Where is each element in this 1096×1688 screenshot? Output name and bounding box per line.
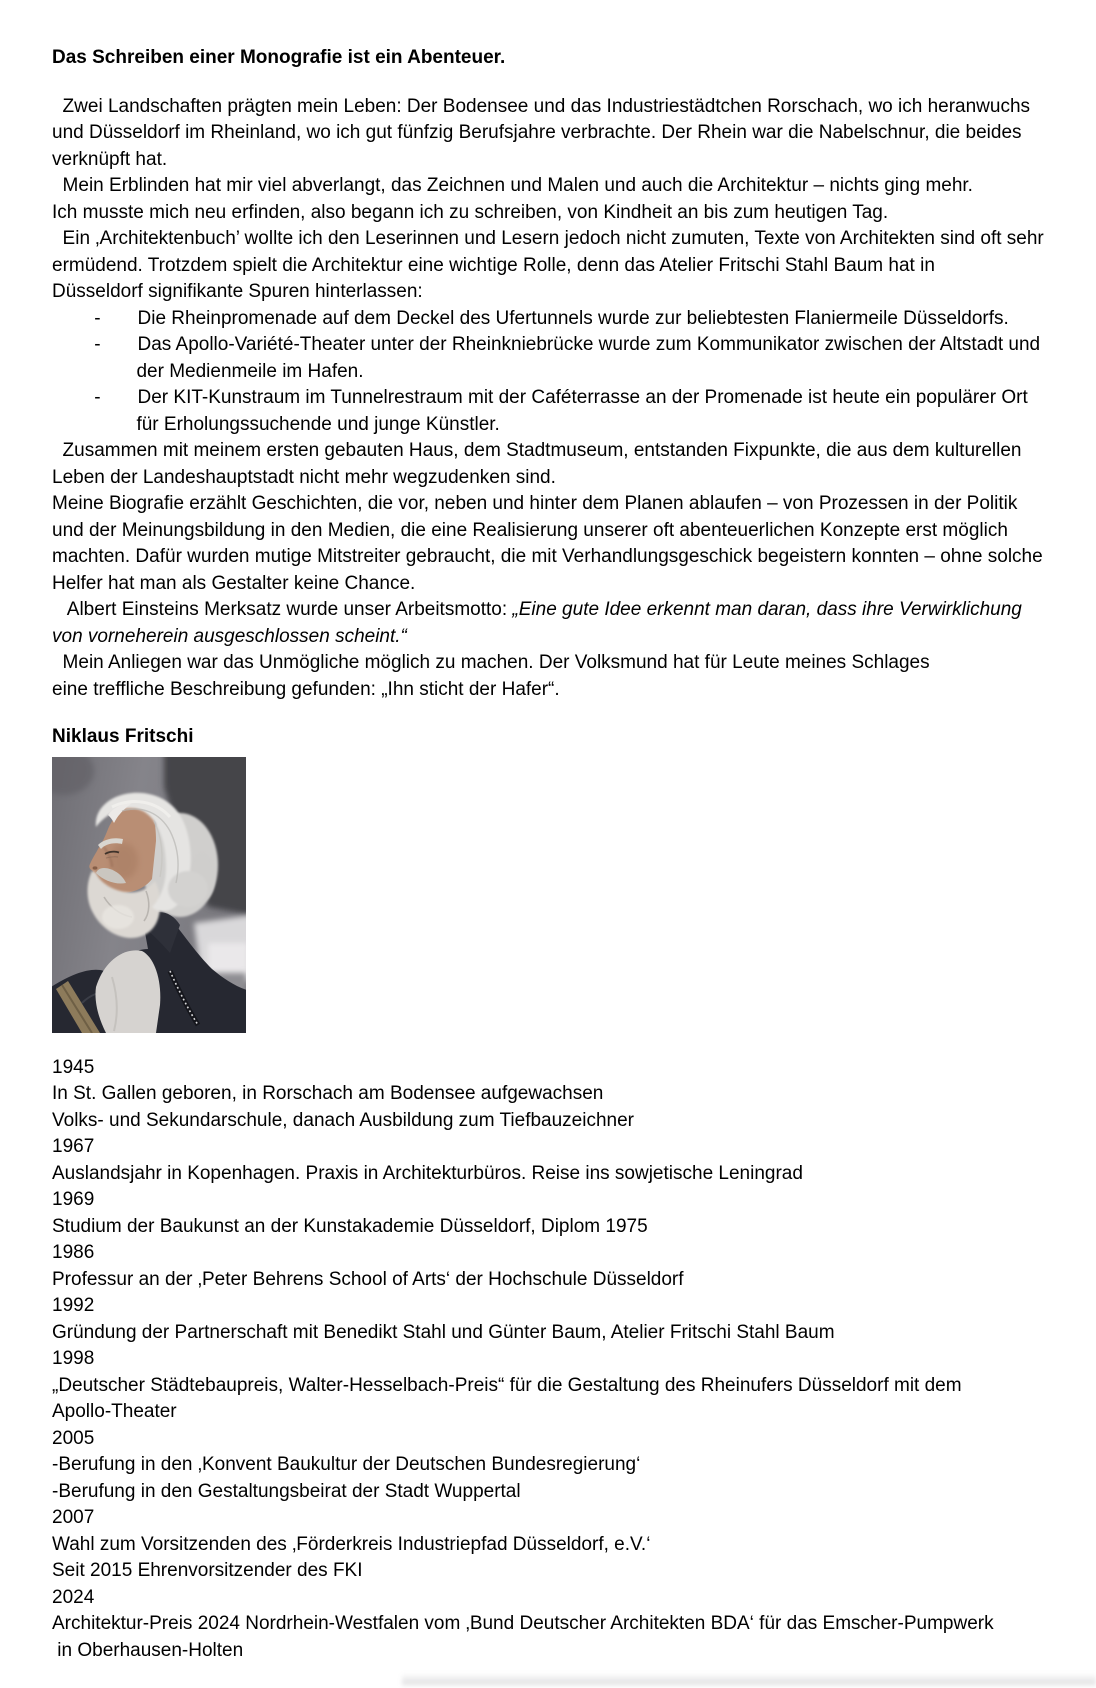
body-text-line: Mein Erblinden hat mir viel abverlangt, das Zeichnen und Malen und auch die Architektur – nichts ging mehr.: [52, 175, 973, 196]
timeline-line: Architektur-Preis 2024 Nordrhein-Westfalen vom ‚Bund Deutscher Architekten BDA‘ für das Emscher-Pumpwerk: [52, 1613, 994, 1634]
page-bottom-artifact: [402, 1673, 1096, 1686]
body-text-line: - Die Rheinpromenade auf dem Deckel des Ufertunnels wurde zur beliebtesten Flaniermeile Düsseldorfs.: [52, 307, 1009, 329]
timeline-line: -Berufung in den Gestaltungsbeirat der Stadt Wuppertal: [52, 1480, 521, 1502]
timeline-line: 1992: [52, 1295, 95, 1316]
body-text: [52, 94, 1096, 704]
timeline-line: Gründung der Partnerschaft mit Benedikt Stahl und Günter Baum, Atelier Fritschi Stahl Baum: [52, 1321, 835, 1343]
body-text-line: Albert Einsteins Merksatz wurde unser Arbeitsmotto: „Eine gute Idee erkennt man daran, dass ihre Verwirklichung: [52, 599, 1022, 620]
body-text-line: Meine Biografie erzählt Geschichten, die vor, neben und hinter dem Planen ablaufen – von Prozessen in der Politik: [52, 493, 1018, 514]
timeline-line: Apollo-Theater: [52, 1401, 177, 1422]
timeline-line: In St. Gallen geboren, in Rorschach am Bodensee aufgewachsen: [52, 1083, 604, 1104]
timeline-line: 1986: [52, 1242, 95, 1263]
timeline-line: in Oberhausen-Holten: [52, 1639, 244, 1661]
author-heading: Niklaus Fritschi: [52, 726, 194, 747]
timeline-line: Seit 2015 Ehrenvorsitzender des FKI: [52, 1560, 363, 1581]
body-text-line: Ein ‚Architektenbuch’ wollte ich den Leserinnen und Lesern jedoch nicht zumuten, Texte von Architekten sind oft sehr: [52, 228, 1044, 249]
timeline-line: 1969: [52, 1189, 95, 1210]
timeline-line: -Berufung in den ‚Konvent Baukultur der Deutschen Bundesregierung‘: [52, 1454, 641, 1475]
timeline-line: 1998: [52, 1348, 95, 1369]
body-text-line: Mein Anliegen war das Unmögliche möglich zu machen. Der Volksmund hat für Leute meines Schlages: [52, 652, 930, 673]
body-text-line: verknüpft hat.: [52, 148, 168, 170]
timeline-line: Auslandsjahr in Kopenhagen. Praxis in Architekturbüros. Reise ins sowjetische Leningrad: [52, 1162, 803, 1184]
timeline-line: Volks- und Sekundarschule, danach Ausbildung zum Tiefbauzeichner: [52, 1109, 634, 1131]
body-text-line: von vorneherein ausgeschlossen scheint.“: [52, 625, 407, 647]
timeline-line: 1967: [52, 1136, 95, 1157]
timeline-line: 1945: [52, 1056, 95, 1078]
body-text-line: - Der KIT-Kunstraum im Tunnelrestraum mit der Caféterrasse an der Promenade ist heute ein populärer Ort: [52, 387, 1028, 408]
timeline-line: 2007: [52, 1507, 95, 1528]
portrait-photo-illustration: [52, 757, 246, 1033]
body-text-line: Düsseldorf signifikante Spuren hinterlassen:: [52, 281, 423, 302]
document-title: Das Schreiben einer Monografie ist ein Abenteuer.: [52, 47, 506, 68]
body-text-line: für Erholungssuchende und junge Künstler.: [52, 413, 500, 435]
timeline-line: „Deutscher Städtebaupreis, Walter-Hesselbach-Preis“ für die Gestaltung des Rheinufers Düsseldorf mit dem: [52, 1374, 962, 1396]
body-text-line: Helfer hat man als Gestalter keine Chance.: [52, 572, 416, 594]
body-text-line: - Das Apollo-Variété-Theater unter der Rheinkniebrücke wurde zum Kommunikator zwischen der Altstadt und: [52, 334, 1041, 355]
body-text-line: und der Meinungsbildung in den Medien, die eine Realisierung unserer oft abenteuerlichen Konzepte erst möglich: [52, 519, 1008, 541]
portrait-photo: [52, 757, 246, 1033]
body-text-line: Ich musste mich neu erfinden, also begann ich zu schreiben, von Kindheit an bis zum heutigen Tag.: [52, 201, 889, 223]
timeline-line: 2024: [52, 1586, 95, 1608]
timeline-line: 2005: [52, 1427, 95, 1449]
timeline-line: Professur an der ‚Peter Behrens School of Arts‘ der Hochschule Düsseldorf: [52, 1268, 684, 1290]
body-text-line: Zusammen mit meinem ersten gebauten Haus, dem Stadtmuseum, entstanden Fixpunkte, die aus dem kulturellen: [52, 440, 1022, 461]
body-text-line: eine treffliche Beschreibung gefunden: „Ihn sticht der Hafer“.: [52, 678, 560, 700]
body-text-line: Zwei Landschaften prägten mein Leben: Der Bodensee und das Industriestädtchen Rorschach, wo ich heranwuchs: [52, 95, 1031, 117]
body-text-line: Leben der Landeshauptstadt nicht mehr wegzudenken sind.: [52, 466, 556, 488]
timeline-line: Wahl zum Vorsitzenden des ‚Förderkreis Industriepfad Düsseldorf, e.V.‘: [52, 1533, 651, 1555]
body-text-line: ermüdend. Trotzdem spielt die Architektur eine wichtige Rolle, denn das Atelier Fritschi Stahl Baum hat in: [52, 254, 935, 276]
timeline: [52, 1055, 1096, 1665]
timeline-line: Studium der Baukunst an der Kunstakademie Düsseldorf, Diplom 1975: [52, 1215, 648, 1237]
body-text-line: und Düsseldorf im Rheinland, wo ich gut fünfzig Berufsjahre verbrachte. Der Rhein war die Nabelschnur, die beides: [52, 122, 1022, 143]
body-text-line: der Medienmeile im Hafen.: [52, 360, 364, 382]
body-text-line: machten. Dafür wurden mutige Mitstreiter gebraucht, die mit Verhandlungsgeschick begeistern konnten – ohne solche: [52, 546, 1043, 567]
